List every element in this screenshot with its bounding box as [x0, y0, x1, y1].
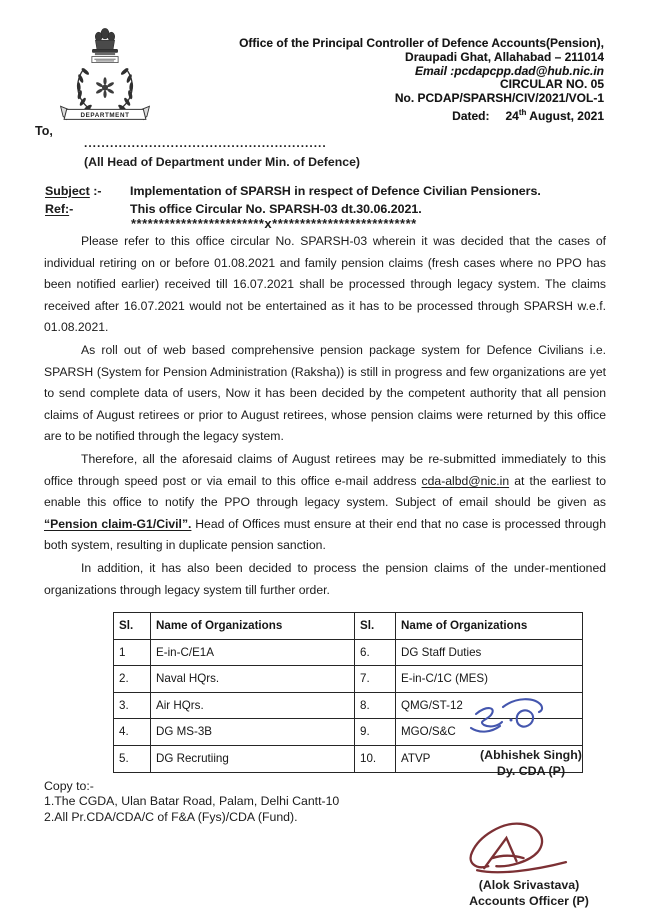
office-email-line: Email :pcdapcpp.dad@hub.nic.in [414, 63, 604, 78]
defence-accounts-department-emblem-icon [52, 26, 158, 122]
office-address-line: Draupadi Ghat, Allahabad – 211014 [405, 49, 604, 64]
handwritten-signature-abhishek-singh [462, 694, 554, 742]
signatory-designation: Dy. CDA (P) [496, 763, 566, 778]
col-header-name-2: Name of Organizations [396, 613, 583, 640]
subject-row [45, 184, 541, 198]
addressee-dotted-line: ........................................................ [84, 136, 327, 150]
col-header-sl-1: Sl. [114, 613, 151, 640]
letterhead [174, 37, 604, 124]
subject-text: Implementation of SPARSH in respect of Defence Civilian Pensioners. [130, 184, 541, 198]
signatory-block-1 [450, 748, 612, 779]
email-subject-phrase: “Pension claim-G1/Civil”. [44, 516, 192, 531]
ref-row [45, 202, 422, 216]
letter-body [44, 231, 606, 773]
to-label: To, [35, 124, 53, 138]
copy-to-item: 2.All Pr.CDA/CDA/C of F&A (Fys)/CDA (Fund). [44, 809, 298, 824]
circular-number: CIRCULAR NO. 05 [499, 77, 604, 92]
table-header-row [114, 613, 583, 640]
signatory-name: (Alok Srivastava) [478, 878, 580, 892]
paragraph-4: In addition, it has also been decided to process the pension claims of the under-mentioned organizations through legacy system till further order. [44, 560, 606, 597]
office-name-line: Office of the Principal Controller of Defence Accounts(Pension), [239, 36, 604, 50]
ref-label: Ref:- [45, 202, 74, 216]
ref-text: This office Circular No. SPARSH-03 dt.30.06.2021. [130, 202, 422, 216]
signatory-block-2 [440, 878, 618, 909]
email-link: cda-albd@nic.in [421, 473, 510, 488]
asterisk-separator: ************************x************************** [131, 216, 417, 231]
handwritten-signature-alok-srivastava [458, 813, 574, 877]
emblem-banner-text: DEPARTMENT [80, 112, 130, 120]
copy-to-item: 1.The CGDA, Ulan Batar Road, Palam, Delhi Cantt-10 [44, 794, 340, 809]
signatory-designation: Accounts Officer (P) [469, 893, 589, 908]
col-header-sl-2: Sl. [355, 613, 396, 640]
col-header-name-1: Name of Organizations [151, 613, 355, 640]
subject-label: Subject :- [45, 184, 102, 198]
copy-to-label: Copy to:- [44, 779, 94, 793]
recipient-line: (All Head of Department under Min. of Defence) [84, 155, 361, 169]
table-row: 4. DG MS-3B 9. MGO/S&C [114, 719, 583, 746]
file-number: No. PCDAP/SPARSH/CIV/2021/VOL-1 [394, 91, 604, 106]
signatory-name: (Abhishek Singh) [480, 748, 582, 762]
table-row: 3. Air HQrs. 8. QMG/ST-12 [114, 692, 583, 719]
table-row: 2. Naval HQrs. 7. E-in-C/1C (MES) [114, 666, 583, 693]
copy-to-block [44, 779, 339, 825]
table-row: 1 E-in-C/E1A 6. DG Staff Duties [114, 639, 583, 666]
table-row: 5. DG Recrutiing 10. ATVP [114, 746, 583, 773]
paragraph-3: Therefore, all the aforesaid claims of August retirees may be re-submitted immediately to this office through speed post or via email to this office e-mail address cda-albd@nic.in at the earliest to enable this office to notify the PPO through legacy system. Subject of email should be given as “Pension claim-G1/Civil”. Head of Offices must ensure at their end that no case is processed through both system, resulting in duplicate pension sanction. [44, 451, 606, 553]
paragraph-1: Please refer to this office circular No. SPARSH-03 wherein it was decided that the cases of individual retiring on or before 01.08.2021 and family pension claims (fresh cases where no PPO has been notified earlier) received till 16.07.2021 shall be processed through legacy system. The claims received after 16.07.2021 would not be entertained as it has to be processed through SPARSH w.e.f. 01.08.2021. [44, 234, 606, 335]
paragraph-2: As roll out of web based comprehensive pension package system for Defence Civilians i.e. SPARSH (System for Pension Administration (Raksha)) is still in progress and few organizations are yet to send complete data of users, Now it has been decided by the competent authority that all pension claims of August retirees or prior to August retirees, whose pension claims were returned by this office are to be notified through the legacy system. [44, 342, 606, 444]
dated-line: Dated: 24th August, 2021 [452, 107, 604, 123]
